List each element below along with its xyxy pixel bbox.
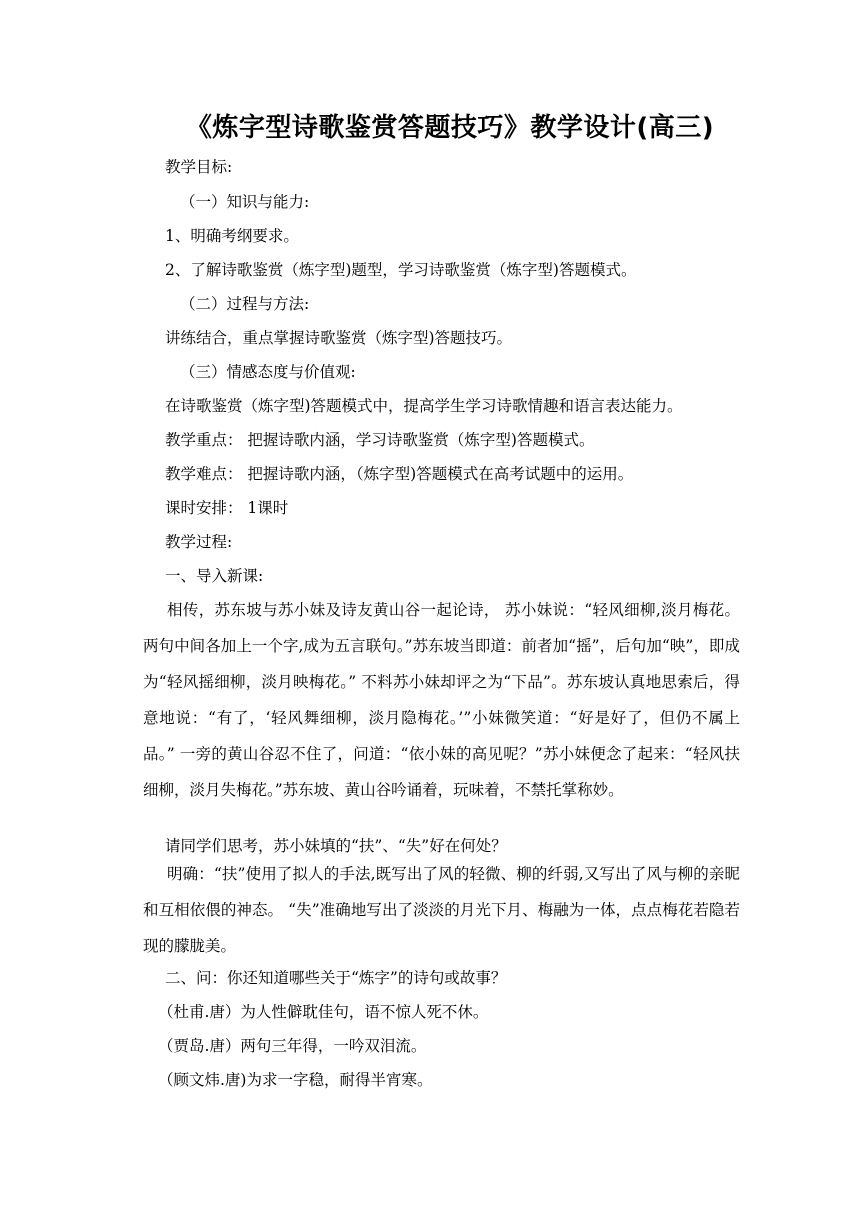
teaching-process-heading: 教学过程:	[165, 533, 233, 551]
emotion-values-text: 在诗歌鉴赏（炼字型)答题模式中，提高学生学习诗歌情趣和语言表达能力。	[165, 397, 683, 415]
class-schedule: 课时安排： 1课时	[165, 499, 289, 517]
teaching-key-points: 教学重点： 把握诗歌内涵，学习诗歌鉴赏（炼字型)答题模式。	[165, 431, 595, 449]
section-knowledge-ability: （一）知识与能力:	[180, 193, 310, 211]
process-method-text: 讲练结合，重点掌握诗歌鉴赏（炼字型)答题技巧。	[165, 329, 513, 347]
section-introduction: 一、导入新课:	[165, 567, 264, 585]
teaching-goals-heading: 教学目标:	[165, 158, 233, 176]
document-title: 《炼字型诗歌鉴赏答题技巧》教学设计(高三)	[185, 113, 715, 143]
goal-item-2: 2、了解诗歌鉴赏（炼字型)题型，学习诗歌鉴赏（炼字型)答题模式。	[165, 261, 637, 279]
goal-item-1: 1、明确考纲要求。	[165, 227, 299, 245]
section-emotion-values: （三）情感态度与价值观:	[180, 363, 356, 381]
story-paragraph: 相传，苏东坡与苏小妹及诗友黄山谷一起论诗， 苏小妹说：“轻风细柳,淡月梅花。两句中间各加上一个字,成为五言联句。”苏东坡当即道：前者加“摇”，后句加“映”，即成为“轻风摇细柳，淡月映梅花。” 不料苏小妹却评之为“下品”。苏东坡认真地思索后，得意地说：“有了，‘轻风舞细柳，淡月隐梅花。’”小妹微笑道：“好是好了，但仍不属上品。” 一旁的黄山谷忍不住了，问道：“依小妹的高见呢？”苏小妹便念了起来：“轻风扶细柳，淡月失梅花。”苏东坡、黄山谷吟诵着，玩味着，不禁托掌称妙。	[143, 601, 740, 799]
answer-paragraph: 明确：“扶”使用了拟人的手法,既写出了风的轻微、柳的纤弱,又写出了风与柳的亲昵和互相依偎的神态。 “失”准确地写出了淡淡的月光下月、梅融为一体，点点梅花若隐若现的朦胧美。	[143, 865, 740, 955]
question-paragraph: 请同学们思考，苏小妹填的“扶”、“失”好在何处？	[165, 837, 507, 855]
section-ask: 二、问：你还知道哪些关于“炼字”的诗句或故事？	[165, 969, 507, 987]
quote-du-fu: （杜甫.唐）为人性僻耽佳句，语不惊人死不休。	[158, 1003, 489, 1021]
quote-jia-dao: （贾岛.唐）两句三年得，一吟双泪流。	[158, 1037, 427, 1055]
section-process-method: （二）过程与方法:	[180, 295, 310, 313]
teaching-difficulties: 教学难点： 把握诗歌内涵，（炼字型)答题模式在高考试题中的运用。	[165, 465, 634, 483]
quote-gu-wenwei: （顾文炜.唐)为求一字稳，耐得半宵寒。	[158, 1071, 433, 1089]
